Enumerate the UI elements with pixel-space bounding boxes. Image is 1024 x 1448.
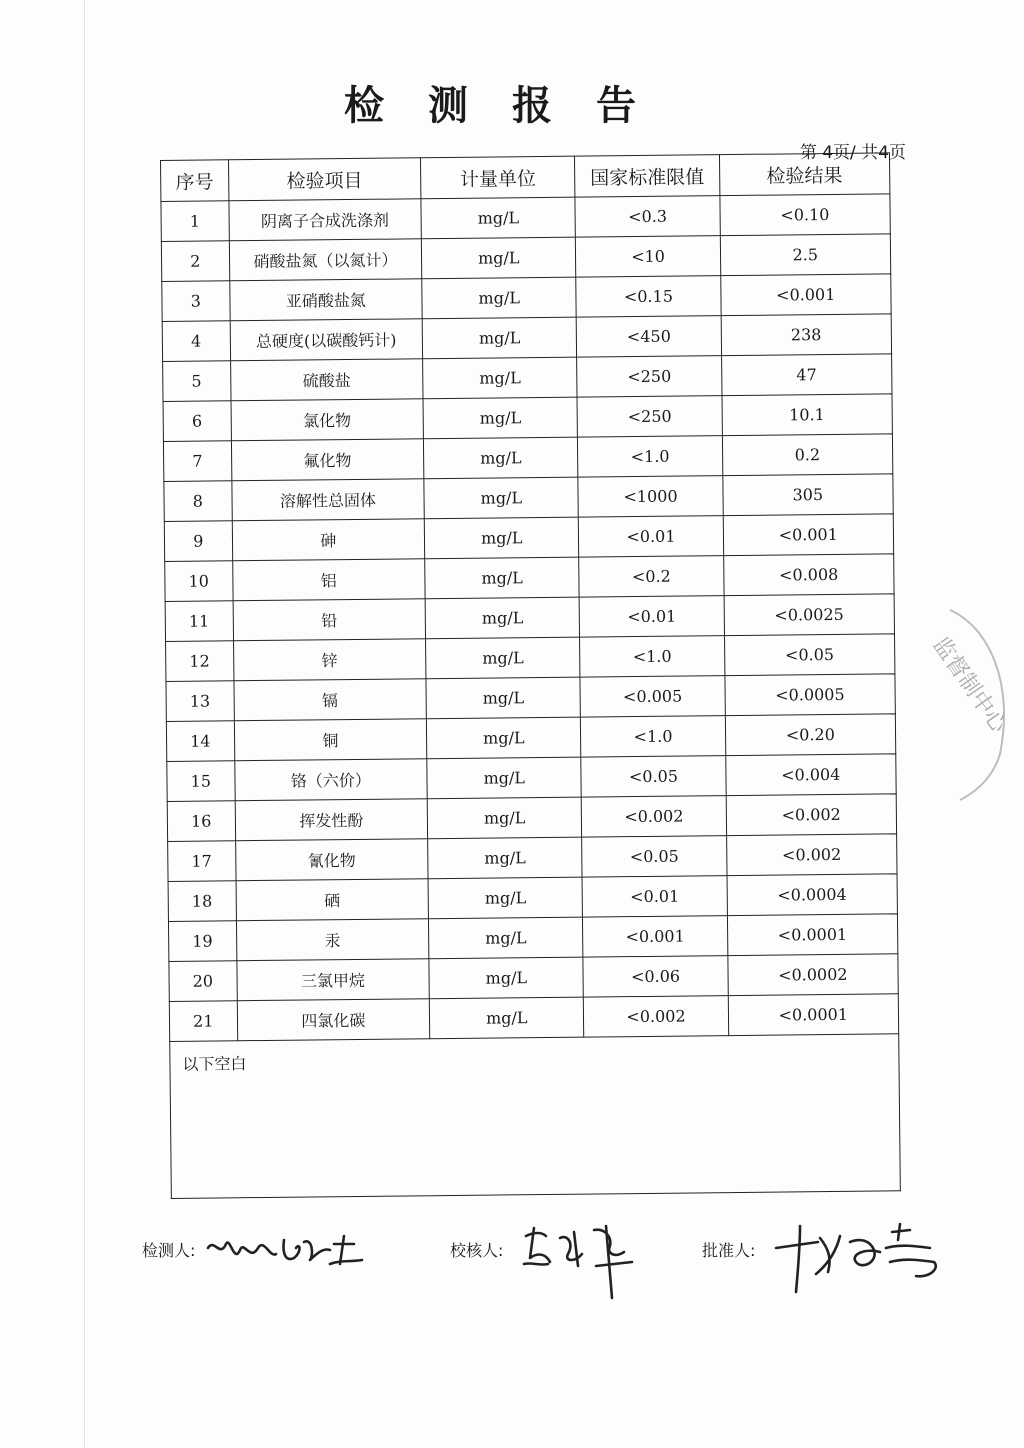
- cell-limit: <0.01: [582, 876, 727, 918]
- cell-unit: mg/L: [429, 917, 584, 959]
- cell-result: <0.001: [723, 514, 894, 556]
- cell-result: <0.004: [725, 754, 896, 796]
- col-header-limit: 国家标准限值: [575, 155, 720, 198]
- cell-item: 硒: [236, 879, 429, 921]
- col-header-item: 检验项目: [228, 158, 421, 201]
- cell-no: 10: [165, 561, 233, 602]
- cell-item: 挥发性酚: [235, 799, 428, 841]
- cell-item: 汞: [236, 919, 429, 961]
- cell-no: 21: [169, 1001, 237, 1042]
- cell-result: <0.0001: [727, 914, 898, 956]
- cell-limit: <0.01: [579, 516, 724, 558]
- cell-no: 18: [168, 881, 236, 922]
- cell-no: 20: [169, 961, 237, 1002]
- cell-limit: <1000: [578, 476, 723, 518]
- cell-limit: <0.05: [581, 756, 726, 798]
- cell-no: 8: [164, 481, 232, 522]
- cell-limit: <450: [577, 316, 722, 358]
- cell-unit: mg/L: [424, 477, 579, 519]
- cell-unit: mg/L: [428, 877, 583, 919]
- stamp-seal-text: 监督制中心: [927, 632, 1012, 738]
- cell-limit: <0.01: [579, 596, 724, 638]
- cell-result: 305: [722, 474, 893, 516]
- cell-no: 1: [161, 201, 229, 242]
- cell-limit: <250: [577, 356, 722, 398]
- approver-signature: [770, 1218, 960, 1298]
- cell-result: <0.0001: [728, 994, 899, 1036]
- col-header-result: 检验结果: [719, 153, 890, 196]
- col-header-unit: 计量单位: [421, 156, 576, 199]
- cell-unit: mg/L: [425, 557, 580, 599]
- cell-limit: <1.0: [580, 636, 725, 678]
- page-number: 第 4页/ 共4页: [799, 143, 906, 163]
- reviewer-label: 校核人:: [450, 1241, 504, 1260]
- cell-no: 5: [163, 361, 231, 402]
- cell-item: 三氯甲烷: [236, 959, 429, 1001]
- cell-no: 9: [164, 521, 232, 562]
- cell-unit: mg/L: [422, 277, 577, 319]
- cell-limit: <1.0: [581, 716, 726, 758]
- cell-limit: <0.001: [583, 916, 728, 958]
- cell-item: 锌: [233, 639, 426, 681]
- cell-item: 铝: [232, 559, 425, 601]
- blank-remark-row: [170, 1034, 901, 1199]
- cell-result: 2.5: [720, 234, 891, 276]
- cell-item: 铬（六价）: [234, 759, 427, 801]
- cell-limit: <0.2: [579, 556, 724, 598]
- cell-no: 16: [167, 801, 235, 842]
- cell-item: 氰化物: [235, 839, 428, 881]
- cell-unit: mg/L: [426, 637, 581, 679]
- binding-margin-line: [84, 0, 85, 1448]
- cell-item: 铜: [234, 719, 427, 761]
- reviewer-signature: [516, 1218, 646, 1308]
- cell-item: 四氯化碳: [237, 999, 430, 1041]
- cell-limit: <0.3: [575, 196, 720, 238]
- cell-result: <0.002: [726, 834, 897, 876]
- cell-unit: mg/L: [427, 757, 582, 799]
- tester-label: 检测人:: [142, 1241, 196, 1260]
- cell-result: <0.002: [726, 794, 897, 836]
- cell-item: 砷: [232, 519, 425, 561]
- cell-result: <0.05: [724, 634, 895, 676]
- cell-item: 总硬度(以碳酸钙计): [230, 319, 423, 361]
- cell-item: 硫酸盐: [230, 359, 423, 401]
- blank-remark: 以下空白: [170, 1034, 901, 1199]
- cell-no: 11: [165, 601, 233, 642]
- cell-no: 4: [162, 321, 230, 362]
- cell-no: 13: [166, 681, 234, 722]
- cell-no: 17: [168, 841, 236, 882]
- cell-result: <0.20: [725, 714, 896, 756]
- cell-item: 镉: [234, 679, 427, 721]
- report-title: 检测报告: [344, 83, 680, 129]
- cell-unit: mg/L: [426, 717, 581, 759]
- cell-limit: <250: [577, 396, 722, 438]
- cell-limit: <1.0: [578, 436, 723, 478]
- cell-result: <0.008: [723, 554, 894, 596]
- tester-signature: [200, 1224, 370, 1280]
- cell-item: 硝酸盐氮（以氮计）: [229, 239, 422, 281]
- col-header-no: 序号: [161, 160, 229, 202]
- cell-limit: <0.15: [576, 276, 721, 318]
- cell-item: 铅: [233, 599, 426, 641]
- cell-no: 6: [163, 401, 231, 442]
- signature-footer: [0, 1238, 1024, 1318]
- cell-result: <0.0004: [727, 874, 898, 916]
- cell-unit: mg/L: [424, 517, 579, 559]
- cell-no: 7: [163, 441, 231, 482]
- cell-result: <0.0005: [724, 674, 895, 716]
- cell-no: 12: [166, 641, 234, 682]
- cell-result: 10.1: [722, 394, 893, 436]
- cell-no: 14: [166, 721, 234, 762]
- cell-unit: mg/L: [425, 597, 580, 639]
- cell-item: 阴离子合成洗涤剂: [228, 199, 421, 241]
- cell-item: 溶解性总固体: [231, 479, 424, 521]
- cell-unit: mg/L: [421, 237, 576, 279]
- cell-limit: <0.05: [582, 836, 727, 878]
- cell-no: 2: [161, 241, 229, 282]
- cell-unit: mg/L: [421, 197, 576, 239]
- cell-limit: <10: [576, 236, 721, 278]
- cell-result: 0.2: [722, 434, 893, 476]
- cell-result: <0.10: [719, 194, 890, 236]
- results-table: [160, 152, 901, 1199]
- cell-unit: mg/L: [423, 357, 578, 399]
- cell-limit: <0.002: [582, 796, 727, 838]
- cell-result: <0.001: [720, 274, 891, 316]
- approver-label: 批准人:: [702, 1241, 756, 1260]
- cell-unit: mg/L: [428, 837, 583, 879]
- cell-unit: mg/L: [422, 317, 577, 359]
- cell-unit: mg/L: [426, 677, 581, 719]
- cell-result: 47: [721, 354, 892, 396]
- cell-unit: mg/L: [429, 997, 584, 1039]
- cell-result: 238: [721, 314, 892, 356]
- cell-item: 亚硝酸盐氮: [229, 279, 422, 321]
- cell-result: <0.0025: [724, 594, 895, 636]
- cell-unit: mg/L: [429, 957, 584, 999]
- cell-unit: mg/L: [424, 437, 579, 479]
- cell-limit: <0.005: [580, 676, 725, 718]
- cell-limit: <0.06: [583, 956, 728, 998]
- cell-no: 3: [162, 281, 230, 322]
- cell-unit: mg/L: [423, 397, 578, 439]
- cell-unit: mg/L: [427, 797, 582, 839]
- cell-no: 15: [167, 761, 235, 802]
- cell-item: 氟化物: [231, 439, 424, 481]
- cell-result: <0.0002: [727, 954, 898, 996]
- cell-limit: <0.002: [584, 996, 729, 1038]
- cell-item: 氯化物: [231, 399, 424, 441]
- cell-no: 19: [168, 921, 236, 962]
